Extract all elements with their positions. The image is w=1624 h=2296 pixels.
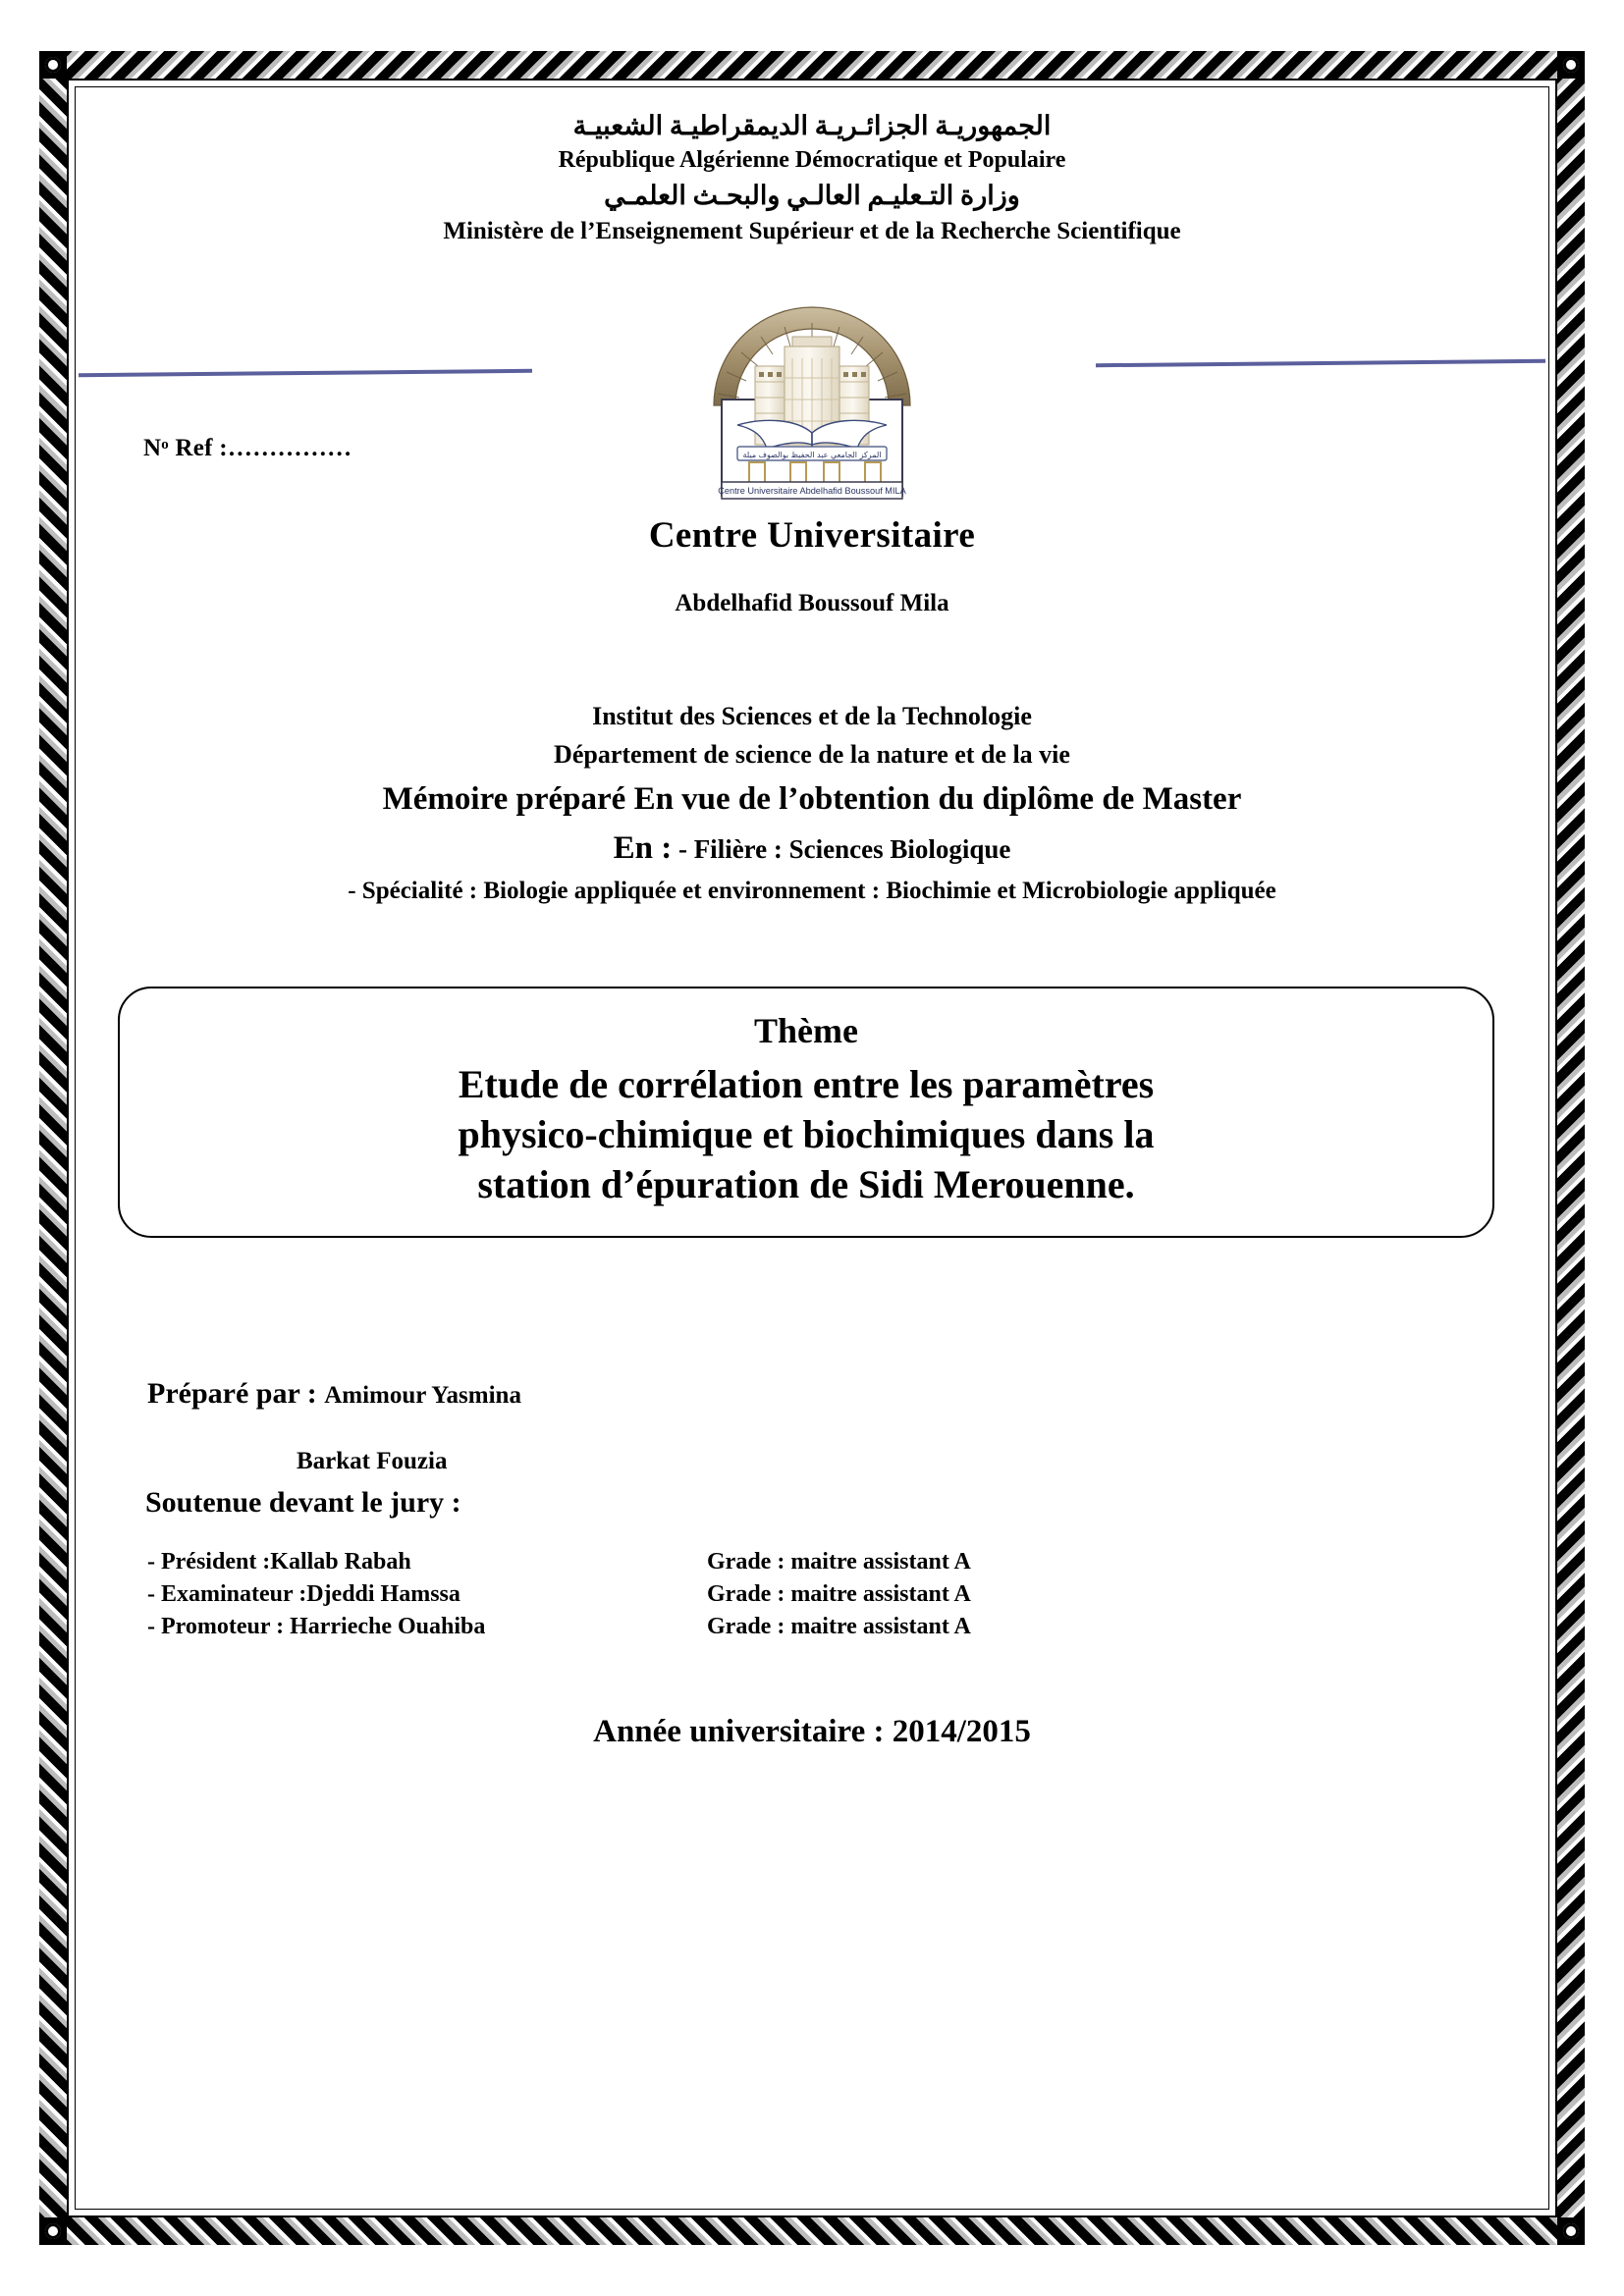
institute-block xyxy=(118,697,1506,910)
jury-grade-president: Grade : maitre assistant A xyxy=(707,1549,971,1575)
border-corner-bottom-right xyxy=(1557,2217,1585,2245)
decorative-rule-right xyxy=(1096,359,1545,367)
authors-separator: : xyxy=(299,1377,325,1410)
border-corner-top-right xyxy=(1557,51,1585,79)
logo-caption: Centre Universitaire Abdelhafid Boussouf MILA xyxy=(718,486,906,496)
institute-name: Institut des Sciences et de la Technologie xyxy=(592,702,1032,730)
republic-arabic: الجمهوريـة الجزائـريـة الديمقراطيـة الشعبيـة xyxy=(572,111,1052,140)
filiere-value: - Filière : Sciences Biologique xyxy=(677,833,1011,864)
ministry-arabic: وزارة التـعليـم العالـي والبحـث العلمـي xyxy=(604,181,1020,211)
theme-title xyxy=(149,1059,1463,1210)
reference-number: Nᵒ Ref :…………… xyxy=(143,435,352,461)
authors-line xyxy=(147,1377,1227,1411)
border-ornament-bottom xyxy=(39,2217,1585,2245)
ministry-french: Ministère de l’Enseignement Supérieur et de la Recherche Scientifique xyxy=(443,217,1181,244)
university-subname: Abdelhafid Boussouf Mila xyxy=(675,590,949,616)
author-name-2: Barkat Fouzia xyxy=(297,1448,448,1474)
memoire-statement: Mémoire préparé En vue de l’obtention du diplôme de Master xyxy=(382,781,1242,817)
jury-row xyxy=(147,1611,1218,1643)
border-ornament-right xyxy=(1557,51,1585,2245)
border-ornament-top xyxy=(39,51,1585,79)
filiere-line xyxy=(118,825,1506,874)
border-corner-bottom-left xyxy=(39,2217,67,2245)
decorative-rule-left xyxy=(79,369,532,377)
jury-grade-examinateur: Grade : maitre assistant A xyxy=(707,1581,971,1607)
jury-grade-promoteur: Grade : maitre assistant A xyxy=(707,1614,971,1639)
republic-french: République Algérienne Démocratique et Populaire xyxy=(558,147,1066,174)
department-name: Département de science de la nature et de la vie xyxy=(554,740,1070,769)
jury-row xyxy=(147,1578,1218,1611)
theme-label: Thème xyxy=(754,1011,858,1050)
filiere-prefix: En : xyxy=(613,829,673,866)
ministry-header xyxy=(118,108,1506,249)
theme-title-line-1: Etude de corrélation entre les paramètres xyxy=(458,1062,1155,1106)
jury-role-examinateur: - Examinateur :Djeddi Hamssa xyxy=(147,1581,460,1607)
cover-content xyxy=(118,108,1506,2189)
border-corner-top-left xyxy=(39,51,67,79)
jury-role-promoteur: - Promoteur : Harrieche Ouahiba xyxy=(147,1614,486,1639)
jury-heading: Soutenue devant le jury : xyxy=(145,1486,461,1519)
specialite-line: - Spécialité : Biologie appliquée et environnement : Biochimie et Microbiologie appliquée xyxy=(348,878,1276,904)
university-name: Centre Universitaire xyxy=(648,515,976,556)
border-ornament-left xyxy=(39,51,67,2245)
theme-box xyxy=(118,987,1494,1238)
svg-text:المركز الجامعي عبد الحفيظ بوال: المركز الجامعي عبد الحفيظ بوالصوف ميلة xyxy=(742,451,882,459)
jury-table xyxy=(147,1546,1218,1643)
theme-title-line-2: physico-chimique et biochimiques dans la xyxy=(458,1112,1155,1157)
authors-block xyxy=(147,1377,1227,1475)
jury-row xyxy=(147,1546,1218,1578)
authors-label: Préparé par xyxy=(147,1377,300,1410)
university-logo-icon xyxy=(694,290,930,501)
jury-role-president: - Président :Kallab Rabah xyxy=(147,1549,411,1575)
university-block xyxy=(118,514,1506,617)
academic-year: Année universitaire : 2014/2015 xyxy=(593,1714,1031,1749)
university-logo xyxy=(694,290,930,501)
author-name-1: Amimour Yasmina xyxy=(324,1382,521,1409)
theme-title-line-3: station d’épuration de Sidi Merouenne. xyxy=(477,1162,1135,1207)
